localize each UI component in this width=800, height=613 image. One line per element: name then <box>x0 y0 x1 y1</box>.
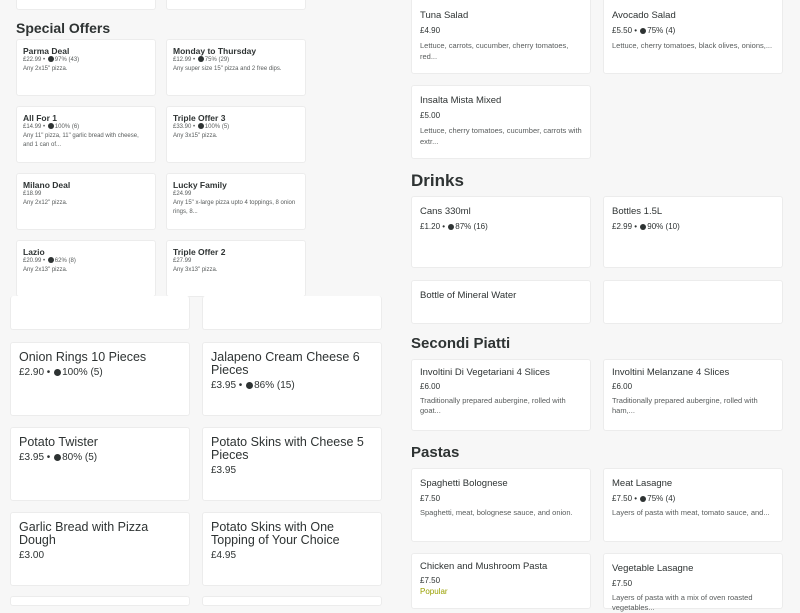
section-title-special-offers: Special Offers <box>16 20 111 36</box>
star-icon <box>640 28 646 34</box>
item-description: Lettuce, cherry tomatoes, cucumber, carrots with extr... <box>420 126 582 146</box>
item-description: Traditionally prepared aubergine, rolled with ham,... <box>612 396 758 415</box>
item-description: Layers of pasta with a mix of oven roasted vegetables... <box>612 593 753 612</box>
item-name: Bottle of Mineral Water <box>420 290 517 301</box>
item-description: Any 2x15" pizza. <box>23 66 68 72</box>
item-description: Layers of pasta with meat, tomato sauce, and... <box>612 508 770 517</box>
item-price-rating: £20.99 • 62% (8) <box>23 258 76 264</box>
item-name: Insalta Mista Mixed <box>420 95 502 106</box>
item-name: Vegetable Lasagne <box>612 563 694 574</box>
menu-item-card[interactable] <box>202 296 382 330</box>
item-price: £3.95 <box>211 465 237 476</box>
menu-item-card[interactable] <box>603 280 783 324</box>
item-name: Involtini Di Vegetariani 4 Slices <box>420 367 550 378</box>
menu-item-card[interactable] <box>16 39 156 96</box>
item-name: Potato Twister <box>19 435 98 449</box>
menu-item-card[interactable] <box>411 85 591 159</box>
item-price: £5.00 <box>420 111 441 120</box>
item-price-rating: £3.95 • 86% (15) <box>211 380 295 391</box>
menu-item-card[interactable] <box>166 173 306 230</box>
item-price-rating: £5.50 • 75% (4) <box>612 26 676 35</box>
item-price: £27.99 <box>173 258 192 264</box>
item-price-rating: £14.99 • 100% (6) <box>23 124 80 130</box>
item-price: £4.90 <box>420 26 441 35</box>
item-name: Lucky Family <box>173 180 227 190</box>
menu-item-card[interactable] <box>10 342 190 416</box>
section-title-secondi-piatti: Secondi Piatti <box>411 335 511 352</box>
item-price-rating: £2.99 • 90% (10) <box>612 222 680 231</box>
item-price: £3.00 <box>19 550 45 561</box>
item-name: Monday to Thursday <box>173 46 257 56</box>
item-price: £6.00 <box>420 382 441 391</box>
star-icon <box>48 123 54 129</box>
menu-item-card[interactable] <box>166 39 306 96</box>
menu-item-card[interactable] <box>603 0 783 74</box>
item-name: All For 1 <box>23 113 58 123</box>
item-price-rating: £22.99 • 97% (43) <box>23 57 80 63</box>
menu-item-card[interactable] <box>202 512 382 586</box>
menu-item-card[interactable] <box>10 427 190 501</box>
menu-item-card[interactable] <box>166 106 306 163</box>
menu-item-card[interactable] <box>10 512 190 586</box>
star-icon <box>640 496 646 502</box>
item-price-rating: £1.20 • 87% (16) <box>420 222 488 231</box>
menu-item-card[interactable] <box>166 0 306 10</box>
menu-item-card[interactable] <box>411 280 591 324</box>
item-description: Spaghetti, meat, bolognese sauce, and onion. <box>420 508 573 517</box>
item-description: Lettuce, cherry tomatoes, black olives, onions,... <box>612 41 773 50</box>
item-description: Any 3x15" pizza. <box>173 133 218 139</box>
star-icon <box>640 224 646 230</box>
star-icon <box>54 454 61 461</box>
item-price: £6.00 <box>612 382 633 391</box>
item-price: £4.95 <box>211 550 237 561</box>
star-icon <box>198 123 204 129</box>
item-price: £18.99 <box>23 191 42 197</box>
menu-item-card[interactable] <box>411 196 591 268</box>
star-icon <box>246 382 253 389</box>
menu-item-card[interactable] <box>411 553 591 609</box>
item-name: Lazio <box>23 247 45 257</box>
item-price-rating: £3.95 • 80% (5) <box>19 452 98 463</box>
item-name: Spaghetti Bolognese <box>420 478 508 489</box>
item-price-rating: £33.90 • 100% (5) <box>173 124 230 130</box>
item-name: Tuna Salad <box>420 10 469 21</box>
item-description: Any 15" x-large pizza upto 4 toppings, 8 onion rings, 8... <box>173 200 296 215</box>
item-name: Garlic Bread with Pizza Dough <box>19 520 149 547</box>
item-name: Meat Lasagne <box>612 478 673 489</box>
item-description: Any super size 15" pizza and 2 free dips. <box>173 66 282 72</box>
item-name: Milano Deal <box>23 180 71 190</box>
menu-item-card[interactable] <box>603 468 783 542</box>
menu-item-card[interactable] <box>603 359 783 431</box>
star-icon <box>198 56 204 62</box>
item-name: Onion Rings 10 Pieces <box>19 350 147 364</box>
item-description: Any 2x13" pizza. <box>23 267 68 273</box>
item-price: £7.50 <box>612 579 633 588</box>
star-icon <box>48 257 54 263</box>
menu-item-card[interactable] <box>603 196 783 268</box>
section-title-pastas: Pastas <box>411 444 460 461</box>
item-name: Triple Offer 2 <box>173 247 226 257</box>
item-price-rating: £2.90 • 100% (5) <box>19 367 103 378</box>
item-price-rating: £7.50 • 75% (4) <box>612 494 676 503</box>
menu-item-card[interactable] <box>411 468 591 542</box>
menu-item-card[interactable] <box>202 342 382 416</box>
menu-item-card[interactable] <box>10 296 190 330</box>
menu-item-card[interactable] <box>16 106 156 163</box>
item-price: £24.99 <box>173 191 192 197</box>
item-description: Any 11" pizza, 11" garlic bread with cheese, and 1 can of... <box>23 133 139 148</box>
menu-item-card[interactable] <box>16 173 156 230</box>
item-description: Lettuce, carrots, cucumber, cherry tomatoes, red... <box>420 41 569 61</box>
item-description: Any 2x12" pizza. <box>23 200 68 206</box>
item-name: Jalapeno Cream Cheese 6 Pieces <box>211 350 360 377</box>
menu-item-card[interactable] <box>16 240 156 297</box>
section-title-drinks: Drinks <box>411 171 464 190</box>
menu-item-card[interactable] <box>603 553 783 612</box>
popular-badge: Popular <box>420 587 448 596</box>
item-name: Bottles 1.5L <box>612 206 663 217</box>
menu-item-card[interactable] <box>166 240 306 297</box>
item-name: Potato Skins with Cheese 5 Pieces <box>211 435 364 462</box>
menu-item-card[interactable] <box>202 596 382 606</box>
star-icon <box>54 369 61 376</box>
item-name: Cans 330ml <box>420 206 471 217</box>
menu-item-card[interactable] <box>202 427 382 501</box>
item-price: £7.50 <box>420 576 441 585</box>
item-name: Involtini Melanzane 4 Slices <box>612 367 730 378</box>
item-name: Avocado Salad <box>612 10 676 21</box>
item-name: Parma Deal <box>23 46 70 56</box>
menu-item-card[interactable] <box>411 359 591 431</box>
item-description: Any 3x13" pizza. <box>173 267 218 273</box>
menu-item-card[interactable] <box>10 596 190 606</box>
item-name: Potato Skins with One Topping of Your Choice <box>211 520 340 547</box>
item-price: £7.50 <box>420 494 441 503</box>
star-icon <box>48 56 54 62</box>
item-description: Traditionally prepared aubergine, rolled with goat... <box>420 396 566 415</box>
item-name: Triple Offer 3 <box>173 113 226 123</box>
menu-item-card[interactable] <box>411 0 591 74</box>
item-name: Chicken and Mushroom Pasta <box>420 561 548 572</box>
menu-item-card[interactable] <box>16 0 156 10</box>
star-icon <box>448 224 454 230</box>
item-price-rating: £12.99 • 75% (29) <box>173 57 230 63</box>
